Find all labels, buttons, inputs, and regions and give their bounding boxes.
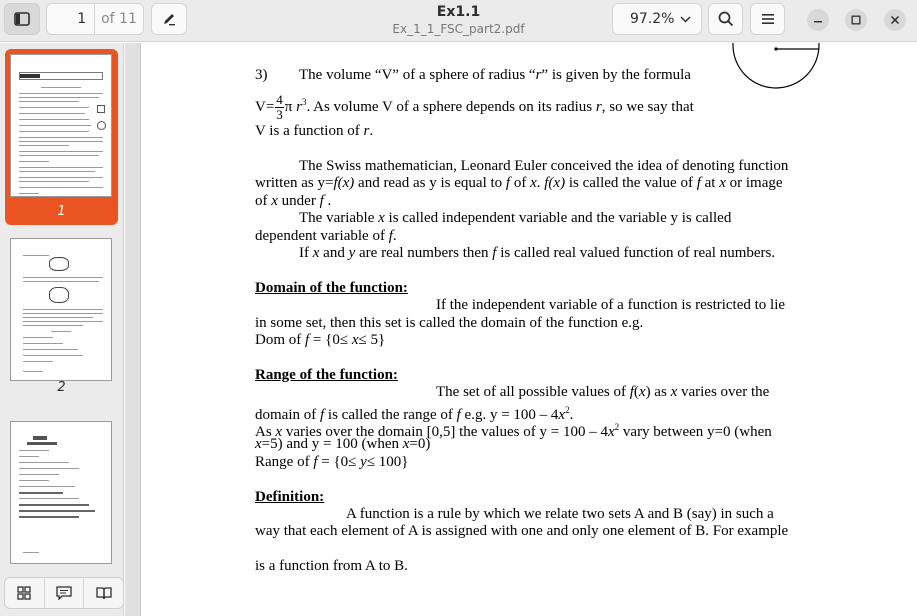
real-valued-line: If x and y are real numbers then f is called real valued function of real numbers. xyxy=(299,245,776,261)
search-icon xyxy=(718,11,734,27)
page-navigation xyxy=(46,3,144,35)
sidebar-toggle-button[interactable] xyxy=(4,3,40,35)
domain-example: Dom of f = {0≤ x≤ 5} xyxy=(255,332,386,348)
thumbnail-sidebar xyxy=(0,43,124,616)
range-example: Range of f = {0≤ y≤ 100} xyxy=(255,454,409,470)
document-title: Ex1.1 xyxy=(436,4,481,20)
document-filename: Ex_1_1_FSC_part2.pdf xyxy=(392,22,525,36)
fraction-four-thirds: $\frac{4}{3}$ xyxy=(276,92,283,123)
outline-view-button[interactable] xyxy=(84,578,123,608)
page-total-label: of 11 xyxy=(101,11,137,27)
definition-line-1: A function is a rule by which we relate two sets A and B (say) in such a xyxy=(346,506,774,522)
annotations-view-button[interactable] xyxy=(45,578,85,608)
close-button[interactable] xyxy=(884,9,906,31)
window-title xyxy=(300,4,617,37)
pdf-page xyxy=(140,43,917,616)
zoom-level: 97.2% xyxy=(630,11,675,27)
main-menu-button[interactable] xyxy=(750,3,785,35)
minimize-button[interactable] xyxy=(807,9,829,31)
variable-paragraph-line-2: dependent variable of f. xyxy=(255,228,397,244)
sidebar-view-switcher xyxy=(4,577,124,609)
definition-line-2: way that each element of A is assigned with one and only one element of B. For example xyxy=(255,523,789,539)
item-number: 3) xyxy=(255,67,268,83)
sphere-diagram xyxy=(731,43,831,93)
header-bar xyxy=(0,0,917,42)
definition-line-3: is a function from A to B. xyxy=(255,558,408,574)
definition-heading: Definition: xyxy=(255,489,325,505)
minimize-icon xyxy=(813,15,823,25)
euler-paragraph-line-1: The Swiss mathematician, Leonard Euler conceived the idea of denoting function xyxy=(299,158,789,174)
thumbnail-image xyxy=(10,54,112,197)
euler-paragraph-line-3: of x under f . xyxy=(255,193,332,209)
sidebar-icon xyxy=(14,12,30,26)
range-heading: Range of the function: xyxy=(255,367,398,383)
domain-line-1: If the independent variable of a function is restricted to lie xyxy=(436,297,786,313)
thumbnail-label: 2 xyxy=(57,380,66,395)
annotate-button[interactable] xyxy=(151,3,187,35)
close-icon xyxy=(890,15,900,25)
thumbnail-page-3[interactable] xyxy=(5,416,118,576)
range-line-1: The set of all possible values of f(x) as x varies over the xyxy=(436,384,770,400)
thumbnails-view-button[interactable] xyxy=(5,578,45,608)
outline-view-icon xyxy=(96,586,112,600)
thumbnails-view-icon xyxy=(17,586,31,600)
zoom-dropdown[interactable] xyxy=(612,3,702,35)
thumbnail-image xyxy=(10,421,112,564)
range-line-4: x=5) and y = 100 (when x=0) xyxy=(255,436,431,452)
chevron-down-icon xyxy=(680,16,691,23)
euler-paragraph-line-2: written as y=f(x) and read as y is equal to f of x. f(x) is called the value of f at x or image xyxy=(255,175,783,191)
thumbnail-label: 1 xyxy=(57,204,66,219)
variable-paragraph-line-1: The variable x is called independent variable and the variable y is called xyxy=(299,210,732,226)
volume-formula-line: V= $\frac{4}{3}$ π $r^3$. As volume V of a sphere depends on its radius r, so we say that xyxy=(255,92,694,123)
search-button[interactable] xyxy=(708,3,743,35)
range-line-2: domain of f is called the range of f e.g. $y = 100 - 4x^2$. xyxy=(255,405,574,423)
maximize-icon xyxy=(851,15,861,25)
pencil-icon xyxy=(162,12,176,26)
range-line-3: As x varies over the domain [0,5] the values of $y = 100 - 4x^2$ vary between y=0 (when xyxy=(255,422,772,440)
annotations-view-icon xyxy=(56,586,72,600)
thumbnail-image xyxy=(10,238,112,381)
formula-intro-line: The volume “V” of a sphere of radius “r” is given by the formula xyxy=(299,67,691,83)
page-number-input[interactable] xyxy=(53,4,95,34)
thumbnail-page-2[interactable] xyxy=(5,233,118,403)
hamburger-menu-icon xyxy=(761,13,775,25)
domain-line-2: in some set, then this set is called the domain of the function e.g. xyxy=(255,315,644,331)
document-viewer[interactable] xyxy=(125,43,917,616)
maximize-button[interactable] xyxy=(845,9,867,31)
domain-heading: Domain of the function: xyxy=(255,280,408,296)
thumbnail-page-1[interactable] xyxy=(5,49,118,225)
function-of-r-line: V is a function of r. xyxy=(255,123,374,139)
